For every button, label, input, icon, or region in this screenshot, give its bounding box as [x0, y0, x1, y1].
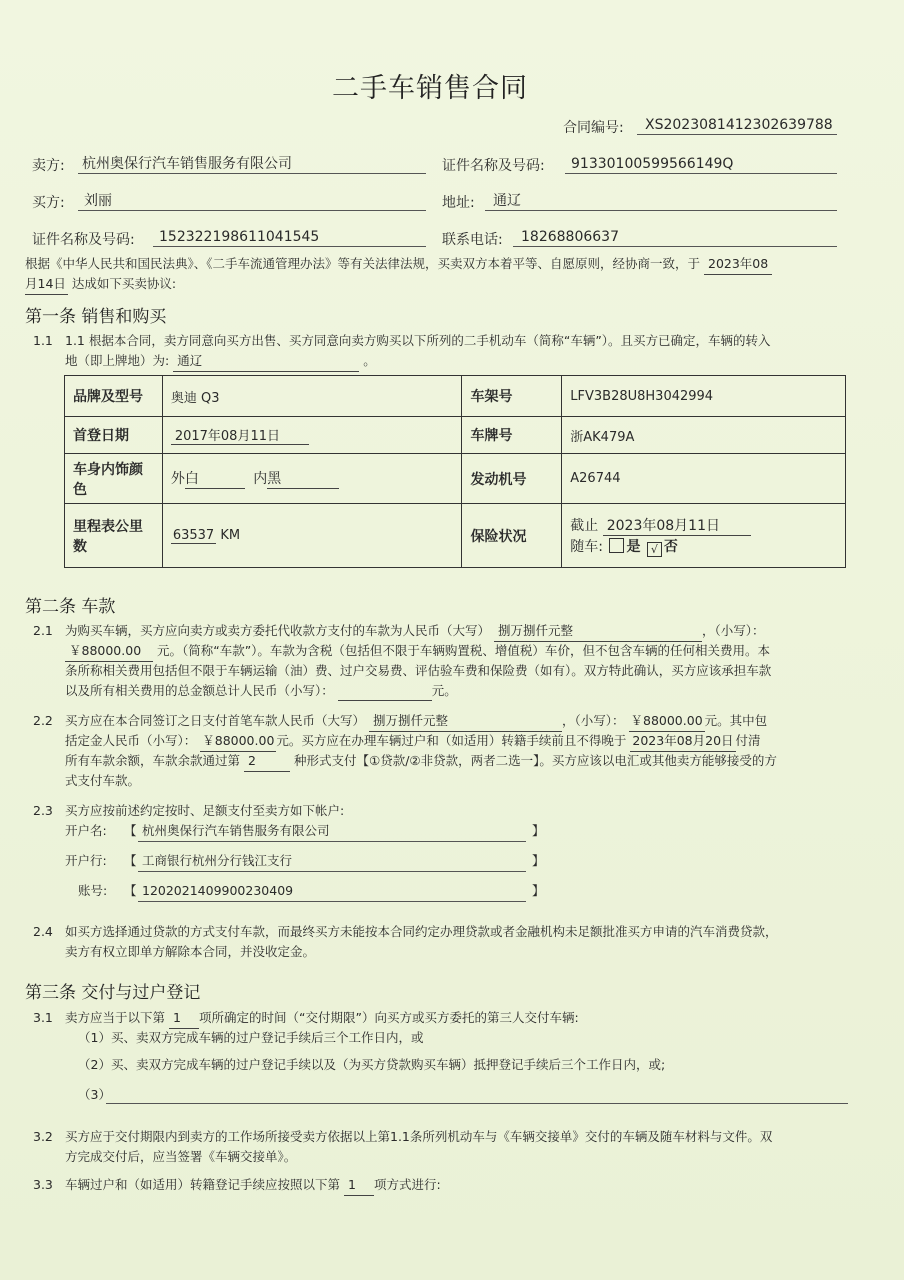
clause-1-1-line-b	[65, 351, 376, 372]
payment-deadline: 2023年08月20日	[630, 731, 735, 752]
insurance-key: 保险状况	[462, 504, 562, 568]
vehicle-row-brand	[65, 376, 846, 417]
buyer-value: 刘丽	[84, 193, 112, 209]
insurance-yes-checkbox[interactable]	[609, 538, 624, 553]
section-2-title: 第二条 车款	[25, 597, 116, 617]
total-amount-blank[interactable]	[338, 682, 432, 701]
clause-3-3-text-a2: 项方式进行:	[374, 1177, 441, 1192]
clause-2-2-text-a2: ，（小写）：	[562, 713, 625, 728]
clause-2-2-text-a3: 元。其中包	[704, 713, 768, 728]
insurance-no-label: 否	[663, 538, 678, 555]
insurance-no-checkbox[interactable]	[647, 542, 662, 557]
insurance-follow	[570, 536, 837, 557]
vin-key: 车架号	[462, 376, 562, 417]
account-name-value: 杭州奥保行汽车销售服务有限公司	[142, 823, 330, 838]
insurance-follow-label: 随车:	[570, 538, 603, 555]
clause-2-1-text-d: 以及所有相关费用的总金额总计人民币（小写）：	[65, 683, 334, 698]
buyer-id-label: 证件名称及号码:	[32, 232, 135, 248]
clause-2-1-line-d	[65, 681, 457, 701]
account-name-bracket-l: 【	[124, 823, 137, 838]
mileage-unit: KM	[220, 527, 241, 543]
color-out-value: 白	[185, 468, 245, 489]
clause-3-1-item-3: （3）	[78, 1087, 111, 1102]
color-in-label: 内	[253, 471, 268, 487]
seller-line	[78, 153, 426, 174]
delivery-option-value: 1	[169, 1008, 199, 1029]
clause-2-2-line-a	[65, 711, 767, 732]
clause-2-1-text-d-end: 元。	[431, 683, 457, 698]
bank-label: 开户行:	[65, 853, 107, 868]
clause-1-1-end: 。	[363, 353, 376, 368]
color-in-value: 黑	[267, 468, 339, 489]
intro-text-1: 根据《中华人民共和国民法典》、《二手车流通管理办法》等有关法律法规，买卖双方本着平等、自愿原则，经协商一致，于	[25, 256, 701, 271]
buyer-id-value: 152322198611041545	[159, 229, 320, 245]
clause-3-1-line-a	[65, 1008, 579, 1029]
mileage-key-line-2: 数	[73, 538, 87, 555]
vehicle-row-mileage	[65, 504, 846, 568]
clause-2-4-line-b: 卖方有权立即单方解除本合同，并没收定金。	[65, 944, 316, 959]
seller-id-line	[565, 153, 837, 174]
clause-2-2-text-b2: 元。买方应在办理车辆过户和（如适用）转籍手续前且不得晚于	[276, 733, 627, 748]
clause-2-2-text-b3: 付清	[735, 733, 761, 748]
deposit-amount: ￥88000.00	[200, 731, 276, 752]
account-no-label: 账号:	[78, 883, 108, 898]
vehicle-table	[64, 375, 846, 568]
clause-3-3-line-a	[65, 1175, 441, 1196]
clause-2-1-line-c: 条所称相关费用包括但不限于车辆运输（油）费、过户交易费、评估验车费和保险费（如有）。双方特此确认，买方应该承担车款	[65, 663, 772, 678]
insurance-until	[570, 515, 837, 536]
clause-3-2-num: 3.2	[33, 1129, 53, 1144]
account-no-value: 1202021409900230409	[142, 883, 294, 898]
clause-2-2-text-c1: 所有车款余额，车款余款通过第	[65, 753, 241, 768]
intro-date-2: 月14日	[25, 274, 68, 295]
account-name-bracket-r: 】	[532, 823, 545, 838]
clause-2-1-text-a1: 为购买车辆，买方应向卖方或卖方委托代收款方支付的车款为人民币（大写）	[65, 623, 491, 638]
clause-2-1-num: 2.1	[33, 623, 53, 638]
buyer-phone-label: 联系电话:	[442, 232, 503, 248]
brand-value: 奥迪 Q3	[162, 376, 462, 417]
section-3-title: 第三条 交付与过户登记	[25, 983, 201, 1003]
clause-2-2-text-b1: 括定金人民币（小写）：	[65, 733, 197, 748]
intro-line-1	[25, 254, 772, 275]
reg-date-key: 首登日期	[65, 417, 163, 454]
clause-2-2-text-c2: 种形式支付【①贷款/②非贷款，两者二选一】。买方应该以电汇或其他卖方能够接受的方	[293, 753, 777, 768]
transfer-place-value: 通辽	[173, 351, 359, 372]
clause-1-1-line-a: 1.1 根据本合同，卖方同意向买方出售、买方同意向卖方购买以下所列的二手机动车（简称“车辆”）。且买方已确定，车辆的转入	[65, 333, 771, 348]
buyer-label: 买方:	[32, 195, 65, 211]
clause-2-2-line-b	[65, 731, 761, 752]
check-mark-icon: √	[650, 542, 658, 556]
total-price-upper: 捌万捌仟元整	[494, 621, 702, 642]
reg-date-value: 2017年08月11日	[171, 425, 309, 445]
clause-3-1-item-1: （1）买、卖双方完成车辆的过户登记手续后三个工作日内，或	[78, 1030, 424, 1045]
engine-value: A26744	[562, 454, 846, 504]
buyer-addr-label: 地址:	[442, 195, 475, 211]
buyer-addr-value: 通辽	[493, 193, 521, 209]
clause-3-3-text-a1: 车辆过户和（如适用）转籍登记手续应按照以下第	[65, 1177, 341, 1192]
contract-no-line	[637, 114, 837, 135]
color-key-line-1: 车身内饰颜	[73, 461, 143, 478]
document-title: 二手车销售合同	[332, 73, 528, 104]
intro-text-2: 达成如下买卖协议:	[71, 276, 177, 291]
clause-2-3-line-a: 买方应按前述约定按时、足额支付至卖方如下帐户:	[65, 803, 345, 818]
account-no-bracket-r: 】	[532, 883, 545, 898]
seller-id-value: 91330100599566149Q	[571, 156, 734, 172]
brand-key: 品牌及型号	[65, 376, 163, 417]
engine-key: 发动机号	[462, 454, 562, 504]
clause-1-1-text-b: 地（即上牌地）为:	[65, 353, 170, 368]
clause-3-3-num: 3.3	[33, 1177, 53, 1192]
bank-bracket-l: 【	[124, 853, 137, 868]
seller-value: 杭州奥保行汽车销售服务有限公司	[82, 156, 292, 172]
plate-key: 车牌号	[462, 417, 562, 454]
insurance-cell	[562, 504, 846, 568]
clause-2-1-line-b	[65, 641, 770, 662]
account-name-line	[138, 821, 526, 842]
insurance-until-label: 截止	[570, 517, 599, 534]
vehicle-row-color	[65, 454, 846, 504]
clause-2-1-text-a2: ，（小写）：	[702, 623, 765, 638]
clause-3-1-text-a1: 卖方应当于以下第	[65, 1010, 166, 1025]
clause-3-1-item-2: （2）买、卖双方完成车辆的过户登记手续以及（为买方贷款购买车辆）抵押登记手续后三个工作日内，或;	[78, 1057, 666, 1072]
intro-line-2	[25, 274, 176, 295]
bank-line	[138, 851, 526, 872]
insurance-yes-label: 是	[626, 538, 641, 555]
mileage-key	[65, 504, 163, 568]
color-out-label: 外	[170, 471, 185, 487]
buyer-id-line	[153, 226, 426, 247]
contract-no-value: XS2023081412302639788	[645, 117, 833, 133]
mileage-cell	[162, 504, 462, 568]
mileage-value: 63537	[172, 527, 215, 543]
payment-way-value: 2	[244, 751, 290, 772]
buyer-addr-line	[485, 190, 837, 211]
clause-3-2-line-b: 方完成交付后，应当签署《车辆交接单》。	[65, 1149, 297, 1164]
vin-value: LFV3B28U8H3042994	[562, 376, 846, 417]
first-payment-upper: 捌万捌仟元整	[369, 711, 562, 732]
clause-3-2-line-a: 买方应于交付期限内到卖方的工作场所接受卖方依据以上第1.1条所列机动车与《车辆交接单》交付的车辆及随车材料与文件。双	[65, 1129, 773, 1144]
section-1-title: 第一条 销售和购买	[25, 307, 167, 327]
clause-2-1-text-b: 元。（简称“车款”）。车款为含税（包括但不限于车辆购置税、增值税）车价，但不包含车辆的任何相关费用。本	[156, 643, 770, 658]
clause-2-2-text-a1: 买方应在本合同签订之日支付首笔车款人民币（大写）	[65, 713, 366, 728]
seller-id-label: 证件名称及号码:	[442, 158, 545, 174]
clause-2-4-num: 2.4	[33, 924, 53, 939]
clause-2-2-num: 2.2	[33, 713, 53, 728]
total-price-lower: ￥88000.00	[65, 641, 153, 662]
buyer-line	[78, 190, 426, 211]
plate-value: 浙AK479A	[562, 417, 846, 454]
bank-value: 工商银行杭州分行钱江支行	[142, 853, 293, 868]
clause-2-1-line-a	[65, 621, 765, 642]
first-payment-lower: ￥88000.00	[629, 711, 705, 732]
vehicle-row-reg	[65, 417, 846, 454]
buyer-phone-line	[513, 226, 837, 247]
clause-2-3-num: 2.3	[33, 803, 53, 818]
transfer-option-value: 1	[344, 1175, 374, 1196]
color-key	[65, 454, 163, 504]
color-key-line-2: 色	[73, 481, 87, 498]
clause-2-2-line-c	[65, 751, 777, 772]
clause-3-1-num: 3.1	[33, 1010, 53, 1025]
clause-3-1-text-a2: 项所确定的时间（“交付期限”）向买方或买方委托的第三人交付车辆:	[199, 1010, 579, 1025]
clause-2-2-line-d: 式支付车款。	[65, 773, 141, 788]
account-no-line	[138, 881, 526, 902]
bank-bracket-r: 】	[532, 853, 545, 868]
contract-no-label: 合同编号:	[563, 120, 624, 136]
clause-1-1-num: 1.1	[33, 333, 53, 348]
reg-date-cell	[162, 417, 462, 454]
account-no-bracket-l: 【	[124, 883, 137, 898]
color-cell	[162, 454, 462, 504]
mileage-key-line-1: 里程表公里	[73, 518, 143, 535]
seller-label: 卖方:	[32, 158, 65, 174]
clause-3-1-item-3-blank[interactable]	[106, 1086, 848, 1104]
clause-2-4-line-a: 如买方选择通过贷款的方式支付车款，而最终买方未能按本合同约定办理贷款或者金融机构未足额批准买方申请的汽车消费贷款，	[65, 924, 778, 939]
buyer-phone-value: 18268806637	[521, 229, 619, 245]
insurance-until-value: 2023年08月11日	[603, 515, 751, 536]
intro-date-1: 2023年08	[704, 254, 772, 275]
account-name-label: 开户名:	[65, 823, 107, 838]
